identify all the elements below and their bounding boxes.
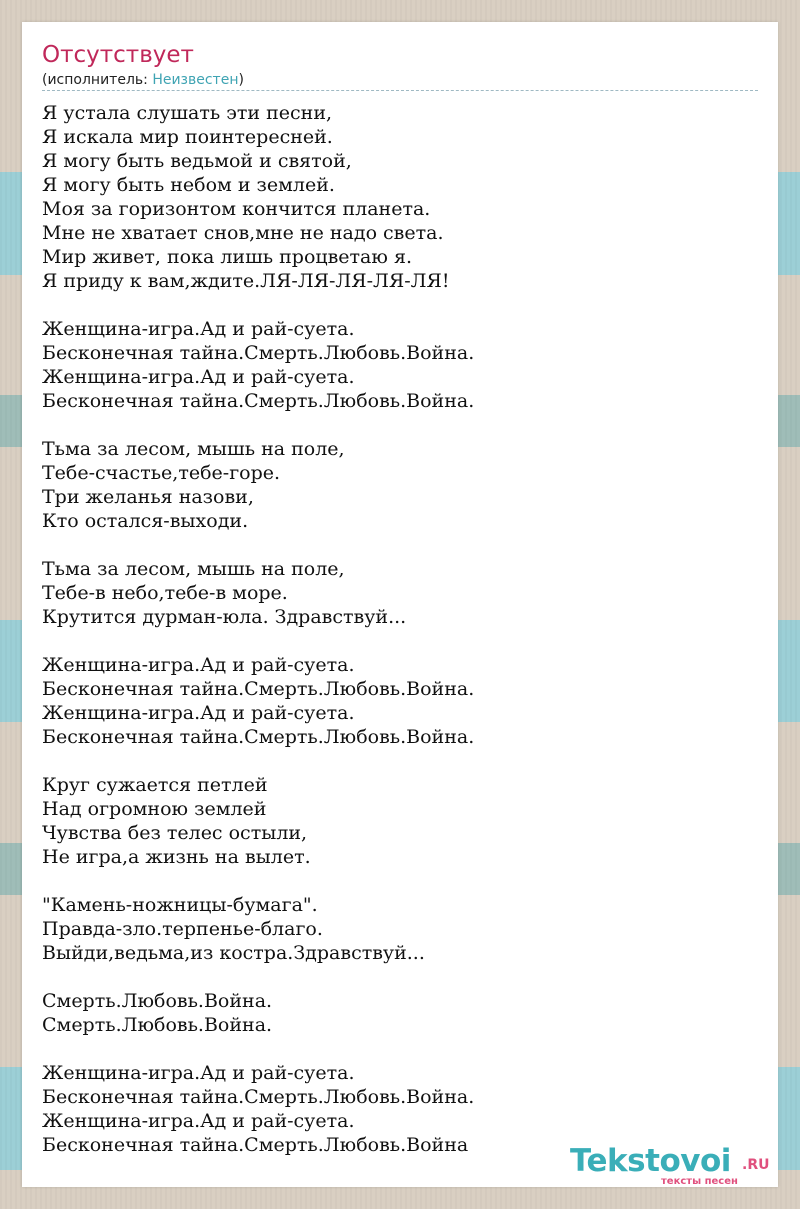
lyric-line: Женщина-игра.Ад и рай-суета. (42, 366, 355, 388)
lyric-line: Не игра,а жизнь на вылет. (42, 846, 311, 868)
lyric-line: Над огромною землей (42, 798, 267, 820)
lyric-line: Женщина-игра.Ад и рай-суета. (42, 1062, 355, 1084)
lyric-line: Я устала слушать эти песни, (42, 102, 333, 124)
lyric-line: Чувства без телес остыли, (42, 822, 308, 844)
lyric-line: Я могу быть небом и землей. (42, 174, 335, 196)
lyric-line: Бесконечная тайна.Смерть.Любовь.Война. (42, 390, 475, 412)
site-logo[interactable] (570, 1143, 775, 1187)
artist-link[interactable]: Неизвестен (152, 72, 239, 88)
logo-domain: .RU (742, 1157, 770, 1173)
lyric-line: Бесконечная тайна.Смерть.Любовь.Война. (42, 342, 475, 364)
lyrics-card (22, 22, 778, 1187)
lyric-line: Смерть.Любовь.Война. (42, 1014, 273, 1036)
lyric-line: Тебе-в небо,тебе-в море. (42, 582, 288, 604)
lyric-line: Я искала мир поинтересней. (42, 126, 333, 148)
lyric-line: Тьма за лесом, мышь на поле, (42, 438, 345, 460)
lyric-line: Бесконечная тайна.Смерть.Любовь.Война. (42, 726, 475, 748)
logo-tagline: тексты песен (661, 1176, 738, 1187)
lyric-line: Я приду к вам,ждите.ЛЯ-ЛЯ-ЛЯ-ЛЯ-ЛЯ! (42, 270, 450, 292)
lyric-line: "Камень-ножницы-бумага". (42, 894, 318, 916)
lyric-line: Кто остался-выходи. (42, 510, 249, 532)
lyric-line: Правда-зло.терпенье-благо. (42, 918, 323, 940)
lyric-line: Круг сужается петлей (42, 774, 268, 796)
title-divider (42, 90, 758, 91)
lyric-line: Бесконечная тайна.Смерть.Любовь.Война (42, 1134, 469, 1156)
lyric-line: Мне не хватает снов,мне не надо света. (42, 222, 444, 244)
lyric-line: Тьма за лесом, мышь на поле, (42, 558, 345, 580)
lyric-line: Смерть.Любовь.Война. (42, 990, 273, 1012)
artist-prefix: (исполнитель: (42, 72, 153, 88)
lyric-line: Мир живет, пока лишь процветаю я. (42, 246, 412, 268)
lyrics-text (42, 101, 474, 1157)
lyric-line: Бесконечная тайна.Смерть.Любовь.Война. (42, 1086, 475, 1108)
lyric-line: Женщина-игра.Ад и рай-суета. (42, 1110, 355, 1132)
lyric-line: Тебе-счастье,тебе-горе. (42, 462, 281, 484)
artist-line (42, 72, 244, 88)
lyric-line: Я могу быть ведьмой и святой, (42, 150, 352, 172)
logo-name: Tekstovoi (570, 1143, 731, 1179)
lyric-line: Выйди,ведьма,из костра.Здравствуй... (42, 942, 425, 964)
lyric-line: Крутится дурман-юла. Здравствуй... (42, 606, 407, 628)
lyric-line: Три желанья назови, (42, 486, 254, 508)
artist-suffix: ) (238, 72, 244, 88)
song-title: Отсутствует (42, 42, 194, 68)
lyric-line: Женщина-игра.Ад и рай-суета. (42, 702, 355, 724)
lyric-line: Женщина-игра.Ад и рай-суета. (42, 318, 355, 340)
lyric-line: Бесконечная тайна.Смерть.Любовь.Война. (42, 678, 475, 700)
lyric-line: Моя за горизонтом кончится планета. (42, 198, 431, 220)
lyric-line: Женщина-игра.Ад и рай-суета. (42, 654, 355, 676)
